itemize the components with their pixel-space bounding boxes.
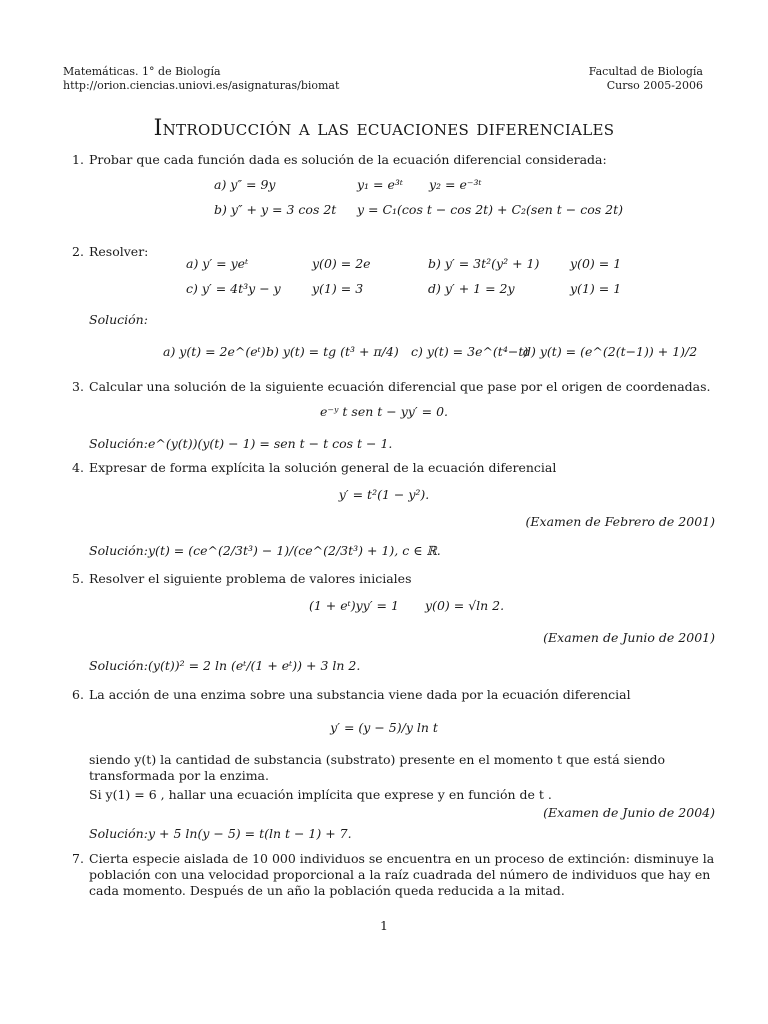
solution-label: Solución: — [89, 658, 148, 673]
header-faculty: Facultad de Biología — [588, 65, 703, 78]
problem-number: 1. — [72, 152, 84, 167]
equation: y = C₁(cos t − cos 2t) + C₂(sen t − cos 2t) — [357, 202, 623, 217]
solution-d: d) y(t) = (e^(2(t−1)) + 1)/2 — [523, 344, 698, 359]
equation: b) y′ = 3t²(y² + 1) — [428, 256, 540, 271]
problem-text: Cierta especie aislada de 10 000 individuos se encuentra en un proceso de extinción: disminuye la población con una velocidad proporcional a la raíz cuadrada del número de individuos que hay en cada momento. Después de un año la población queda reducida a la mitad. — [89, 851, 715, 898]
solution-label: Solución: — [89, 543, 148, 558]
problem-number: 2. — [72, 244, 84, 259]
header-url[interactable]: http://orion.ciencias.uniovi.es/asignaturas/biomat — [63, 79, 340, 92]
problem-text: Expresar de forma explícita la solución general de la ecuación diferencial — [89, 460, 557, 475]
equation: y₁ = e³ᵗ — [357, 177, 403, 192]
solution: y + 5 ln(y − 5) = t(ln t − 1) + 7. — [148, 826, 352, 841]
problem-text: La acción de una enzima sobre una substancia viene dada por la ecuación diferencial — [89, 687, 631, 702]
problem-text: Calcular una solución de la siguiente ecuación diferencial que pase por el origen de coordenadas. — [89, 379, 711, 394]
solution-a: a) y(t) = 2e^(eᵗ) — [163, 344, 266, 359]
solution: e^(y(t))(y(t) − 1) = sen t − t cos t − 1. — [148, 436, 393, 451]
equation: y₂ = e⁻³ᵗ — [429, 177, 482, 192]
problem-number: 5. — [72, 571, 84, 586]
equation: e⁻ʸ t sen t − yy′ = 0. — [320, 404, 448, 419]
solution: y(t) = (ce^(2/3t³) − 1)/(ce^(2/3t³) + 1), c ∈ ℝ. — [148, 543, 441, 558]
equation: (1 + eᵗ)yy′ = 1 — [309, 598, 399, 613]
problem-text: Resolver el siguiente problema de valores iniciales — [89, 571, 412, 586]
problem-body: siendo y(t) la cantidad de substancia (substrato) presente en el momento t que está siendo transformada por la enzima. — [89, 752, 666, 783]
problem-number: 4. — [72, 460, 84, 475]
page-title: Introducción a las ecuaciones diferenciales — [153, 116, 615, 141]
exam-source: (Examen de Junio de 2001) — [543, 630, 715, 645]
initial-condition: y(0) = √ln 2. — [425, 598, 505, 613]
problem-number: 3. — [72, 379, 84, 394]
problem-body: Si y(1) = 6 , hallar una ecuación implícita que exprese y en función de t . — [89, 787, 552, 802]
solution-b: b) y(t) = tg (t³ + π/4) — [266, 344, 399, 359]
page-number: 1 — [380, 918, 388, 933]
initial-condition: y(0) = 1 — [570, 256, 622, 271]
problem-text: Probar que cada función dada es solución de la ecuación diferencial considerada: — [89, 152, 607, 167]
solution: (y(t))² = 2 ln (eᵗ/(1 + eᵗ)) + 3 ln 2. — [148, 658, 361, 673]
exam-source: (Examen de Junio de 2004) — [543, 805, 715, 820]
solution-label: Solución: — [89, 826, 148, 841]
problem-number: 6. — [72, 687, 84, 702]
equation: a) y″ = 9y — [214, 177, 276, 192]
header-year: Curso 2005-2006 — [606, 79, 703, 92]
equation: c) y′ = 4t³y − y — [186, 281, 281, 296]
equation: y′ = (y − 5)/y ln t — [330, 720, 438, 735]
exam-source: (Examen de Febrero de 2001) — [525, 514, 715, 529]
solution-label: Solución: — [89, 436, 148, 451]
solution-label: Solución: — [89, 312, 148, 327]
header-course: Matemáticas. 1° de Biología — [63, 65, 221, 78]
solution-c: c) y(t) = 3e^(t⁴−t) — [411, 344, 529, 359]
initial-condition: y(0) = 2e — [312, 256, 371, 271]
initial-condition: y(1) = 1 — [570, 281, 622, 296]
problem-number: 7. — [72, 851, 84, 866]
equation: d) y′ + 1 = 2y — [428, 281, 515, 296]
equation: b) y″ + y = 3 cos 2t — [214, 202, 337, 217]
equation: a) y′ = yeᵗ — [186, 256, 249, 271]
equation: y′ = t²(1 − y²). — [338, 487, 430, 502]
problem-text: Resolver: — [89, 244, 149, 259]
initial-condition: y(1) = 3 — [312, 281, 364, 296]
